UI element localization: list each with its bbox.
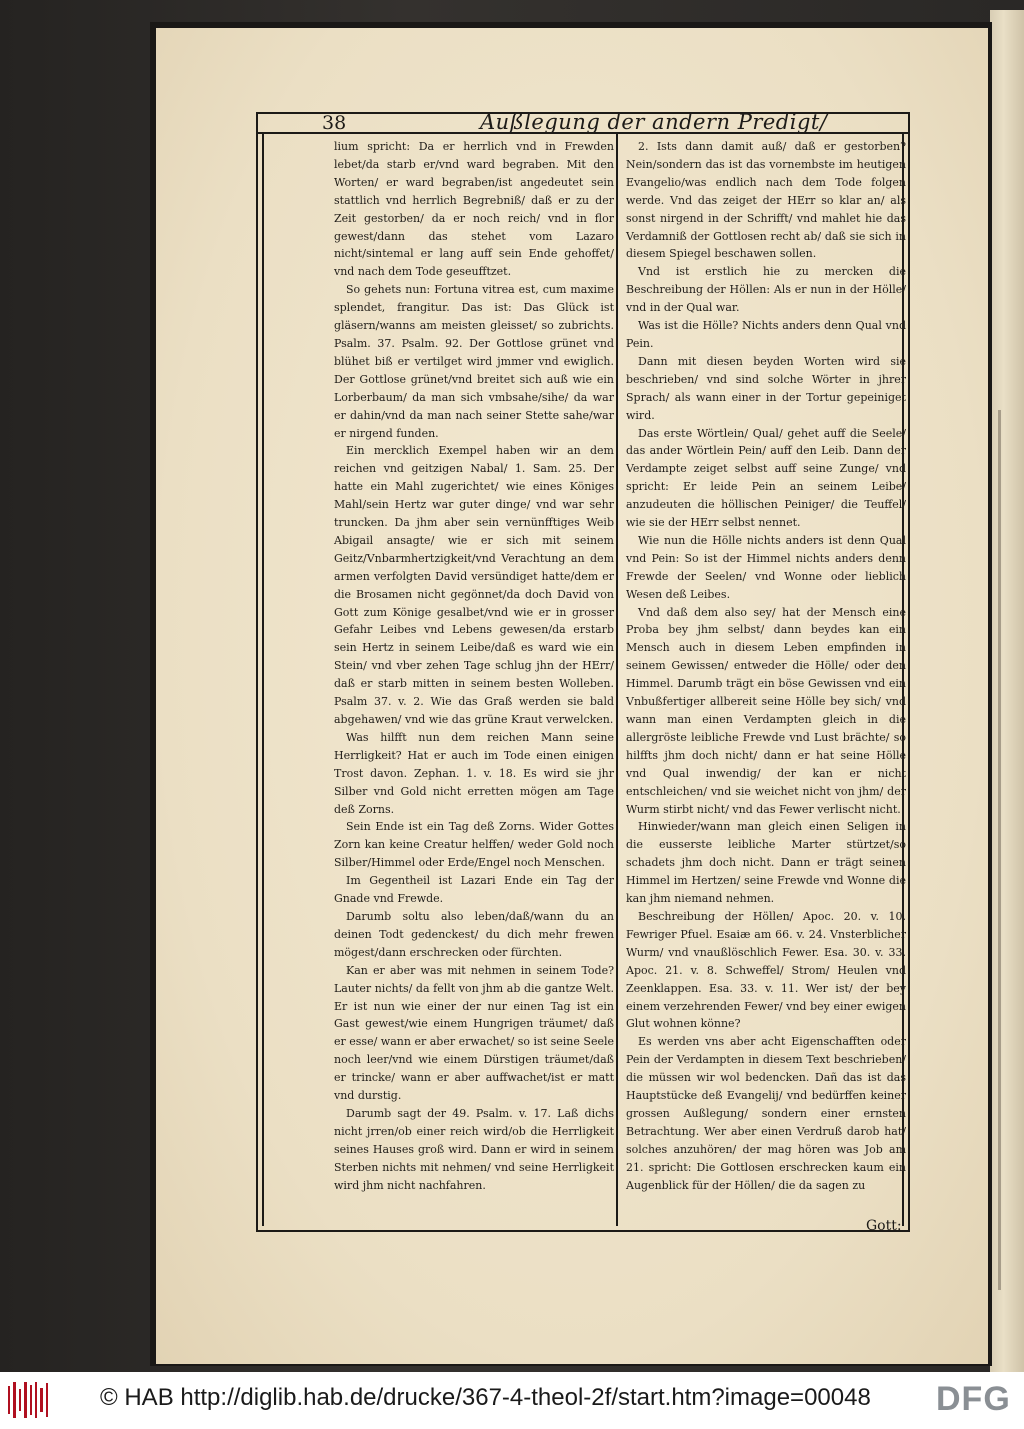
paragraph: So gehets nun: Fortuna vitrea est, cum maxime splendet, frangitur. Das ist: Das Glück ist gläsern/wanns am meisten gleisset/ so zubrichts. Psalm. 37. Psalm. 92. Der Gottlose grünet vnd blühet biß er vertilget wird jmmer vnd ewiglich. Der Gottlose grünet/vnd breitet sich auß wie ein Lorberbaum/ da man sich vmbsahe/sihe/ da war er dahin/vnd da man nach seiner Stette sahe/war er nirgend funden. xyxy=(334,283,614,440)
paragraph: Sein Ende ist ein Tag deß Zorns. Wider Gottes Zorn kan keine Creatur helffen/ weder Gold noch Silber/Himmel oder Erde/Engel noch Menschen. xyxy=(334,820,614,870)
page-number: 38 xyxy=(322,112,347,134)
paragraph: Was hilfft nun dem reichen Mann seine Herrligkeit? Hat er auch im Tode einen einigen Trost davon. Zephan. 1. v. 18. Es wird sie jhr Silber vnd Gold nicht erretten mögen am Tage deß Zorns. xyxy=(334,730,614,816)
paragraph: Hinwieder/wann man gleich einen Seligen in die eusserste leibliche Marter stürtzet/so schadets jhm doch nicht. Dann er trägt seinen Himmel im Hertzen/ seine Frewde vnd Wonne die kan jhm niemand nehmen. xyxy=(626,820,906,906)
column-divider xyxy=(616,134,618,1226)
paragraph: Es werden vns aber acht Eigenschafften oder Pein der Verdampten in diesem Text beschrieben/ die müssen wir wol bedencken. Dañ das ist das Hauptstücke deß Evangelij/ vnd bedürffen keiner grossen Außlegung/ sondern einer ernsten Betrachtung. Wer aber einen Verdruß darob hat/ solches anzuhören/ der mag hören was Job am 21. spricht: Die Gottlosen erschrecken kaum ein Augenblick für der Höllen/ die da sagen zu xyxy=(626,1035,906,1192)
paragraph: Das erste Wörtlein/ Qual/ gehet auff die Seele/ das ander Wörtlein Pein/ auff den Leib. Dann der Verdampte zeiget selbst auff seine Zunge/ vnd spricht: Er leide Pein an seinem Leibe/ anzudeuten die höllischen Peiniger/ die Teuffel/ wie sie der HErr selbst nennet. xyxy=(626,426,906,530)
library-barcode-icon xyxy=(8,1380,48,1420)
running-head: Außlegung der andern Predigt/ xyxy=(480,110,828,134)
catchword: Gott: xyxy=(866,1218,902,1234)
paragraph: Kan er aber was mit nehmen in seinem Tode? Lauter nichts/ da fellt von jhm ab die gantze Welt. Er ist nun wie einer der nur einen Tag ist ein Gast gewest/wie einem Hungrigen träumet/ daß er esse/ wann er aber erwachet/ so ist seine Seele noch leer/vnd wie einem Dürstigen träumet/daß er trincke/ wann er aber auffwachet/ist er matt vnd durstig. xyxy=(334,963,614,1103)
paragraph: Beschreibung der Höllen/ Apoc. 20. v. 10. Fewriger Pfuel. Esaiæ am 66. v. 24. Vnsterblicher Wurm/ vnd vnaußlöschlich Fewer. Esa. 30. v. 33. Apoc. 21. v. 8. Schweffel/ Strom/ Heulen vnd Zeenklappen. Esa. 33. v. 11. Wer ist/ der bey einem verzehrenden Fewer/ vnd bey einer ewigen Glut wohnen könne? xyxy=(626,909,906,1031)
paragraph: Ein mercklich Exempel haben wir an dem reichen vnd geitzigen Nabal/ 1. Sam. 25. Der hatte ein Mahl zugerichtet/ wie eines Königes Mahl/sein Hertz war guter dinge/ vnd war sehr truncken. Da jhm aber sein vernünfftiges Weib Abigail ansagte/ wie er sich mit seinem Geitz/Vnbarmhertzigkeit/vnd Verachtung an dem armen verfolgten David versündiget hatte/dem er die Brosamen nicht gegönnet/da doch David von Gott zum Könige gesalbet/vnd wie er in grosser Gefahr Leibes vnd Lebens gewesen/da erstarb sein Hertz in seinem Leibe/daß es ward wie ein Stein/ vnd vber zehen Tage schlug jhn der HErr/ daß er starb mitten in seinem besten Wolleben. Psalm 37. v. 2. Wie das Graß werden sie bald abgehawen/ vnd wie das grüne Kraut verwelcken. xyxy=(334,444,614,726)
dfg-logo: DFG xyxy=(936,1380,1011,1418)
paragraph: Was ist die Hölle? Nichts anders denn Qual vnd Pein. xyxy=(626,319,906,350)
left-column xyxy=(334,138,614,1194)
paragraph: Im Gegentheil ist Lazari Ende ein Tag der Gnade vnd Frewde. xyxy=(334,874,614,906)
source-link[interactable]: © HAB http://diglib.hab.de/drucke/367-4-theol-2f/start.htm?image=00048 xyxy=(100,1384,871,1411)
paragraph: Dann mit diesen beyden Worten wird sie beschrieben/ vnd sind solche Wörter in jhrer Sprach/ als wann einer in der Tortur gepeiniget wird. xyxy=(626,354,906,422)
paragraph: 2. Ists dann damit auß/ daß er gestorben? Nein/sondern das ist das vornembste im heutigen Evangelio/was endlich nach dem Tode folgen werde. Vnd das zeiget der HErr so klar an/ als sonst nirgend in der Schrifft/ vnd mahlet hie das Verdamniß der Gottlosen recht ab/ daß sie sich in diesem Spiegel beschawen sollen. xyxy=(626,140,906,261)
facing-page-edge xyxy=(990,10,1024,1372)
paragraph: Vnd ist erstlich hie zu mercken die Beschreibung der Höllen: Als er nun in der Hölle/ vnd in der Qual war. xyxy=(626,265,906,315)
right-column xyxy=(626,138,906,1194)
left-rule xyxy=(262,134,264,1226)
paragraph: Vnd daß dem also sey/ hat der Mensch eine Proba bey jhm selbst/ dann beydes kan ein Mensch auch in diesem Leben empfinden in seinem Gewissen/ entweder die Hölle/ oder den Himmel. Darumb trägt ein böse Gewissen vnd ein Vnbußfertiger allbereit seine Hölle bey sich/ vnd wann man einen Verdampten gleich in die allergröste leibliche Frewde vnd Lust brächte/ so hilffts jhm doch nicht/ dann er hat seine Hölle vnd Qual inwendig/ der kan er nicht entschleichen/ vnd sie weichet nicht von jhm/ der Wurm stirbt nicht/ vnd das Fewer verlischt nicht. xyxy=(626,605,906,816)
paragraph: Darumb sagt der 49. Psalm. v. 17. Laß dichs nicht jrren/ob einer reich wird/ob die Herrligkeit seines Hauses groß wird. Dann er wird in seinem Sterben nichts mit nehmen/ vnd seine Herrligkeit wird jhm nicht nachfahren. xyxy=(334,1106,614,1192)
paragraph: lium spricht: Da er herrlich vnd in Frewden lebet/da starb er/vnd ward begraben. Mit den Worten/ er ward begraben/ist angedeutet sein stattlich vnd herrlich Begrebniß/ daß er zu der Zeit gestorben/ da er noch reich/ vnd in flor gewest/dann das stehet vom Lazaro nicht/sintemal er lang auff sein Ende gehoffet/ vnd nach dem Tode geseufftzet. xyxy=(334,140,614,279)
footer-bar xyxy=(0,1372,1024,1429)
paragraph: Darumb soltu also leben/daß/wann du an deinen Todt gedenckest/ du dich mehr frewen mögest/dann erschrecken oder fürchten. xyxy=(334,909,614,959)
paragraph: Wie nun die Hölle nichts anders ist denn Qual vnd Pein: So ist der Himmel nichts anders denn Frewde der Seelen/ vnd Wonne oder lieblich Wesen deß Leibes. xyxy=(626,533,906,601)
